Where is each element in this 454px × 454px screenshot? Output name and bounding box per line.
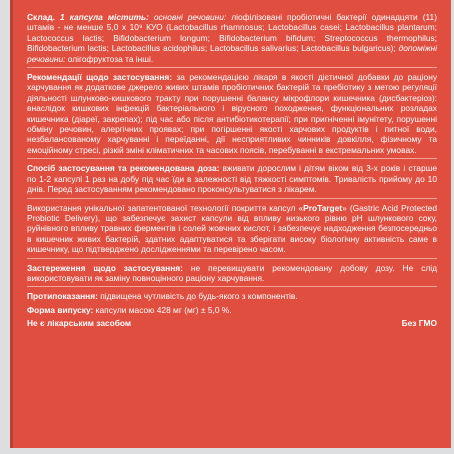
technology-section — [27, 203, 437, 255]
leaflet-panel — [10, 0, 451, 448]
contraindications-heading: Протипоказання: — [27, 291, 98, 302]
auxiliary-ingredients-label: допоміжні речовини: — [27, 43, 437, 64]
no-gmo-label: Без ГМО — [401, 318, 437, 329]
composition-heading: Склад. — [27, 12, 55, 22]
usage-text: вживати дорослим і дітям віком від 3-х років і старше по 1-2 капсулі 1 раз на добу під час їди в залежності від тяжкості симптомів. Тривалість прийому до 10 днів. Перед застосуванням рекомендовано проконсультуватися з лікарем. — [27, 163, 437, 195]
composition-section — [27, 12, 437, 64]
warnings-heading: Застереження щодо застосування: — [27, 262, 183, 273]
footer — [27, 318, 437, 328]
recommendations-text: за рекомендацією лікаря в якості дієтичної добавки до раціону харчування як додаткове джерело живих штамів пробіотичних бактерій та пребіотику з метою регуляції діяльності шлунково-кишкового тракту при порушенні балансу мікрофлори кишечника (дисбактеріоз): внаслідок кишкових інфекцій бактеріального і вірусного походження, функціональних розладах кишечника (діареї, закрепах); під час або після антибіотикотерапії; при пригніченні імунітету, порушенні обміну речовин, алергічних проявах; при погіршенні якості харчових продуктів і питної води, незбалансованому харчуванні і переїданні, дії несприятливих чинників довкілля, фізичному та емоційному стресі, різкій зміні кліматичних та часових поясів, перебуванні в екстремальних умовах. — [27, 72, 438, 155]
release-form-heading: Форма випуску: — [27, 304, 94, 315]
active-ingredients-label: основні речовини: — [153, 12, 227, 22]
technology-text-before: Використання унікальної запатентованої технології покриття капсул « — [27, 202, 304, 213]
usage-section — [27, 163, 437, 194]
warnings-section — [27, 263, 437, 284]
recommendations-section — [27, 72, 437, 155]
release-form-section — [27, 305, 437, 315]
warnings-text: не перевищувати рекомендовану добову дозу. Не слід використовувати як заміну повноцінного раціону харчування. — [27, 262, 437, 283]
not-drug-label: Не є лікарським засобом — [27, 318, 132, 329]
recommendations-heading: Рекомендації щодо застосування: — [27, 72, 173, 83]
contraindications-section — [27, 291, 437, 301]
usage-heading: Спосіб застосування та рекомендована доза: — [27, 163, 220, 174]
release-form-text: капсули масою 428 мг (мг) ± 5,0 %. — [95, 304, 232, 315]
active-ingredients-text: ліофілізовані пробіотичні бактерії одинадцяти (11) штамів - не менше 5,0 х 10⁹ КУО (Lactobacillus rhamnosus; Lactobacillus casei; Lactobacillus plantarum; Lactococcus lactis; Bifidobacterium longum; Bifidobacterium bifidum; Streptococcus thermophilus; Bifidobacterium lactis; Lactobacillus acidophilus; Lactobacillus salivarius; Lactobacillus bulgaricus); — [27, 12, 438, 54]
divider — [27, 286, 437, 287]
divider — [27, 258, 437, 259]
contraindications-text: підвищена чутливість до будь-якого з компонентів. — [100, 291, 298, 302]
capsule-contains-label: 1 капсула містить: — [59, 12, 149, 22]
divider — [27, 158, 437, 159]
divider — [27, 198, 437, 199]
technology-text-after: » (Gastric Acid Protected Probiotic Delivery), що забезпечує захист капсули від впливу низького рівню pH шлункового соку, руйнівного впливу травних ферментів і солей жовчних кислот, і забезпечує надходження безпосередньо в кишечник живих бактерій, здатних адаптуватися та зберігати високу біологічну активність саме в кишечнику, що підтверджено дослідженнями та перевірено часом. — [27, 202, 437, 255]
divider — [27, 67, 437, 68]
auxiliary-ingredients-text: олігофруктоза та інші. — [67, 53, 154, 64]
technology-brand: ProTarget — [303, 202, 343, 213]
